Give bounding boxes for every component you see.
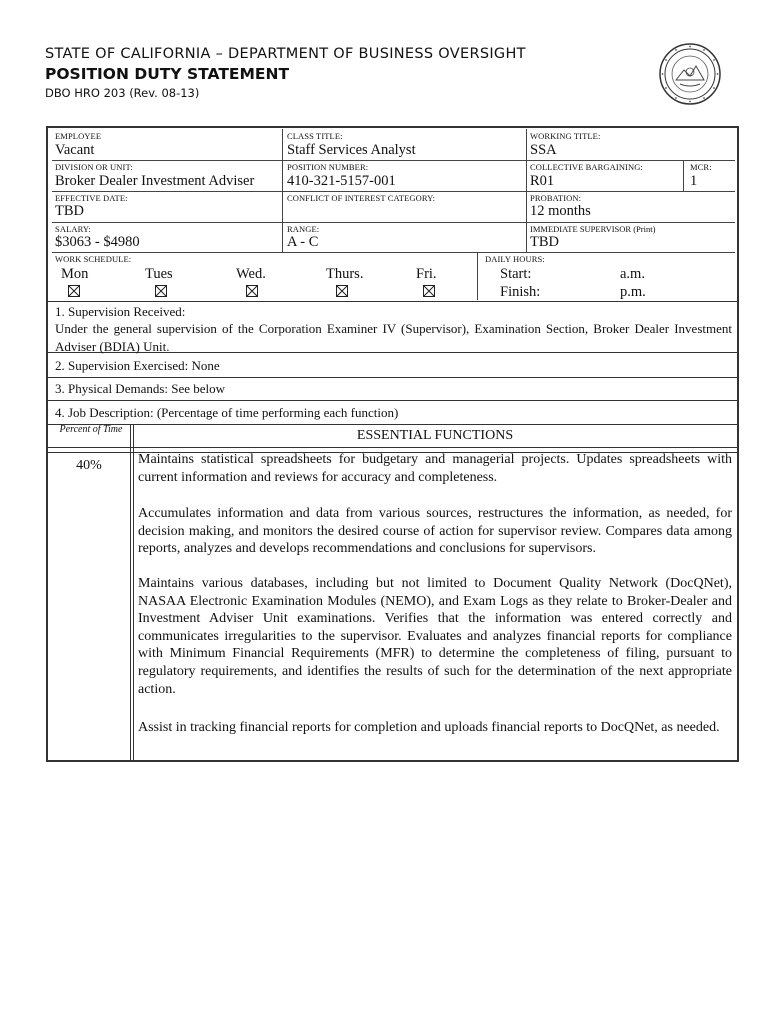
day-tues-label: Tues	[145, 266, 173, 282]
pm-label: p.m.	[620, 284, 646, 300]
position-number-label: POSITION NUMBER:	[287, 162, 369, 172]
day-fri-label: Fri.	[416, 266, 437, 282]
agency-header: STATE OF CALIFORNIA – DEPARTMENT OF BUSINESS OVERSIGHT	[45, 46, 526, 62]
day-fri-checkbox[interactable]	[423, 285, 435, 297]
working-title-label: WORKING TITLE:	[530, 131, 601, 141]
division-label: DIVISION OR UNIT:	[55, 162, 133, 172]
mcr-label: MCR:	[690, 162, 712, 172]
class-title-value: Staff Services Analyst	[287, 142, 416, 158]
supervisor-value: TBD	[530, 234, 559, 250]
employee-label: EMPLOYEE	[55, 131, 102, 141]
day-mon-label: Mon	[61, 266, 89, 282]
supervisor-label: IMMEDIATE SUPERVISOR (Print)	[530, 224, 656, 234]
daily-hours-label: DAILY HOURS:	[485, 254, 545, 264]
supervision-exercised: 2. Supervision Exercised: None	[55, 358, 220, 373]
physical-demands: 3. Physical Demands: See below	[55, 381, 226, 396]
form-id: DBO HRO 203 (Rev. 08-13)	[45, 86, 200, 100]
employee-value: Vacant	[55, 142, 95, 158]
finish-label: Finish:	[500, 284, 541, 300]
function-paragraph: Assist in tracking financial reports for completion and uploads financial reports to DocQNet, as needed.	[138, 720, 720, 735]
day-wed-label: Wed.	[236, 266, 266, 282]
function-paragraph: Maintains statistical spreadsheets for budgetary and managerial projects. Updates spreadsheets with current information and reviews for accuracy and completeness.	[138, 452, 732, 485]
day-wed-checkbox[interactable]	[246, 285, 258, 297]
salary-value: $3063 - $4980	[55, 234, 140, 250]
bargaining-value: R01	[530, 173, 555, 189]
document-title: POSITION DUTY STATEMENT	[45, 65, 290, 83]
working-title-value: SSA	[530, 142, 557, 158]
function-paragraph: Accumulates information and data from various sources, restructures the information, as needed, for decision making, and monitors the desired course of action for supervisor review. Compares data among reports, analyzes and develops recommendations and conclusions for supervisors.	[138, 506, 732, 557]
division-value: Broker Dealer Investment Adviser	[55, 173, 255, 189]
work-schedule-label: WORK SCHEDULE:	[55, 254, 132, 264]
supervision-received-title: 1. Supervision Received:	[55, 304, 186, 319]
range-label: RANGE:	[287, 224, 320, 234]
start-label: Start:	[500, 266, 532, 282]
percent-time-header: Percent of Time	[59, 424, 123, 435]
effective-date-label: EFFECTIVE DATE:	[55, 193, 128, 203]
am-label: a.m.	[620, 266, 645, 282]
day-tues-checkbox[interactable]	[155, 285, 167, 297]
day-mon-checkbox[interactable]	[68, 285, 80, 297]
effective-date-value: TBD	[55, 203, 84, 219]
position-number-value: 410-321-5157-001	[287, 173, 396, 189]
probation-value: 12 months	[530, 203, 591, 219]
bargaining-label: COLLECTIVE BARGAINING:	[530, 162, 643, 172]
probation-label: PROBATION:	[530, 193, 582, 203]
percent-value: 40%	[76, 458, 102, 473]
conflict-category-label: CONFLICT OF INTEREST CATEGORY:	[287, 193, 436, 203]
day-thurs-label: Thurs.	[326, 266, 364, 282]
state-seal-icon	[658, 42, 722, 106]
range-value: A - C	[287, 234, 319, 250]
class-title-label: CLASS TITLE:	[287, 131, 343, 141]
salary-label: SALARY:	[55, 224, 91, 234]
function-paragraph: Maintains various databases, including but not limited to Document Quality Network (DocQNet), NASAA Electronic Examination Modules (NEMO), and Exam Logs as they relate to Broker-Dealer and Investment Adviser Unit examinations. Verifies that the information was entered correctly and communicates irregularities to the supervisor. Evaluates and analyzes financial reports for compliance with Minimum Financial Requirements (MFR) to determine the completeness of filing, pursuant to regulatory requirements, and identifies the results of such for the determination of the next appropriate action.	[138, 576, 732, 697]
mcr-value: 1	[690, 173, 698, 189]
day-thurs-checkbox[interactable]	[336, 285, 348, 297]
supervision-received-text: Under the general supervision of the Corporation Examiner IV (Supervisor), Examination Section, Broker Dealer Investment Adviser (BDIA) Unit.	[55, 321, 732, 354]
job-description-heading: 4. Job Description: (Percentage of time performing each function)	[55, 405, 399, 420]
essential-functions-header: ESSENTIAL FUNCTIONS	[356, 428, 514, 443]
